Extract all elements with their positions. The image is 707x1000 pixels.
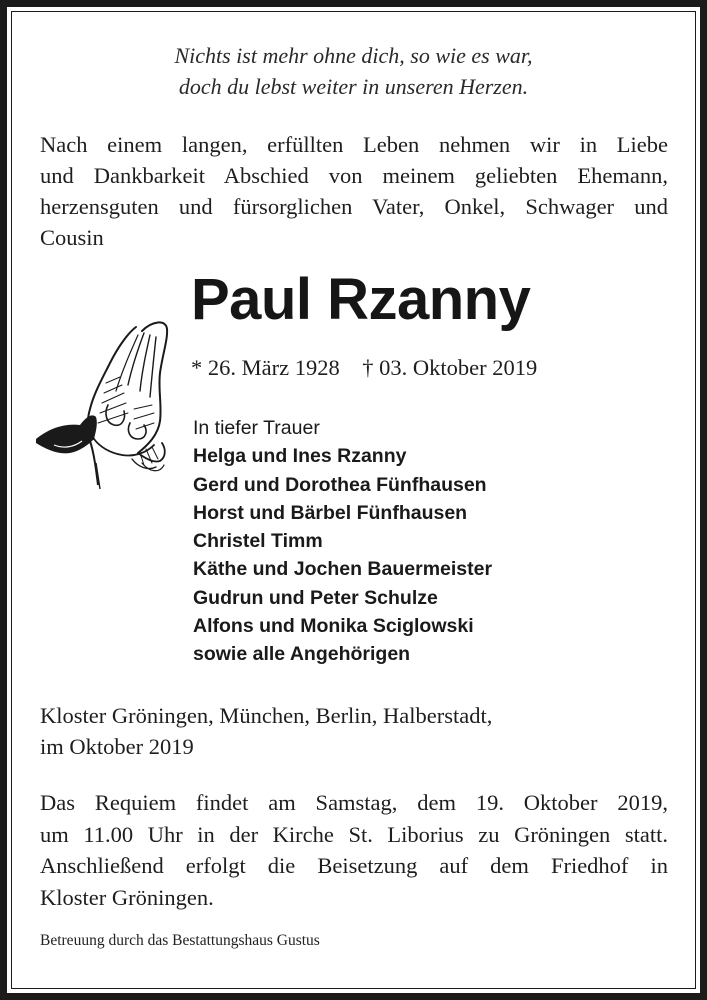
requiem-line-4: Kloster Gröningen. (40, 884, 214, 910)
mourning-heading: In tiefer Trauer (193, 417, 320, 439)
requiem-line-1: Das Requiem findet am Samstag, dem 19. Oktober 2019, (40, 790, 668, 815)
motto-line-1: Nichts ist mehr ohne dich, so wie es war, (174, 43, 533, 68)
intro-paragraph (40, 129, 668, 253)
mourner-entry: Christel Timm (193, 530, 323, 553)
mourner-entry: Horst und Bärbel Fünfhausen (193, 501, 468, 524)
mourners-list (193, 442, 492, 668)
mourner-entry: sowie alle Angehörigen (193, 643, 411, 666)
praying-hands-icon (34, 313, 174, 493)
intro-line-3: herzensguten und fürsorglichen Vater, Onkel, Schwager und (40, 194, 668, 219)
mourners-block (193, 414, 492, 669)
place-and-date (40, 700, 492, 762)
mourner-entry: Gudrun und Peter Schulze (193, 586, 438, 609)
mourner-entry: Alfons und Monika Sciglowski (193, 615, 474, 638)
intro-line-4: Cousin (40, 225, 104, 250)
intro-line-1: Nach einem langen, erfüllten Leben nehmen wir in Liebe (40, 132, 668, 157)
motto-verse (0, 40, 707, 102)
motto-line-2: doch du lebst weiter in unseren Herzen. (178, 74, 529, 99)
intro-line-2: und Dankbarkeit Abschied von meinem geliebten Ehemann, (40, 163, 668, 188)
place-line-1: Kloster Gröningen, München, Berlin, Halberstadt, (40, 703, 493, 728)
mourner-entry: Gerd und Dorothea Fünfhausen (193, 473, 487, 496)
life-dates: * 26. März 1928 † 03. Oktober 2019 (191, 355, 538, 380)
requiem-line-2: um 11.00 Uhr in der Kirche St. Liborius zu Gröningen statt. (40, 821, 668, 847)
funeral-home-credit: Betreuung durch das Bestattungshaus Gustus (40, 932, 320, 949)
mourner-entry: Käthe und Jochen Bauermeister (193, 558, 493, 581)
deceased-name: Paul Rzanny (191, 267, 531, 332)
requiem-notice (40, 787, 668, 913)
requiem-line-3: Anschließend erfolgt die Beisetzung auf dem Friedhof in (40, 853, 668, 878)
mourner-entry: Helga und Ines Rzanny (193, 445, 407, 468)
place-line-2: im Oktober 2019 (40, 734, 194, 759)
